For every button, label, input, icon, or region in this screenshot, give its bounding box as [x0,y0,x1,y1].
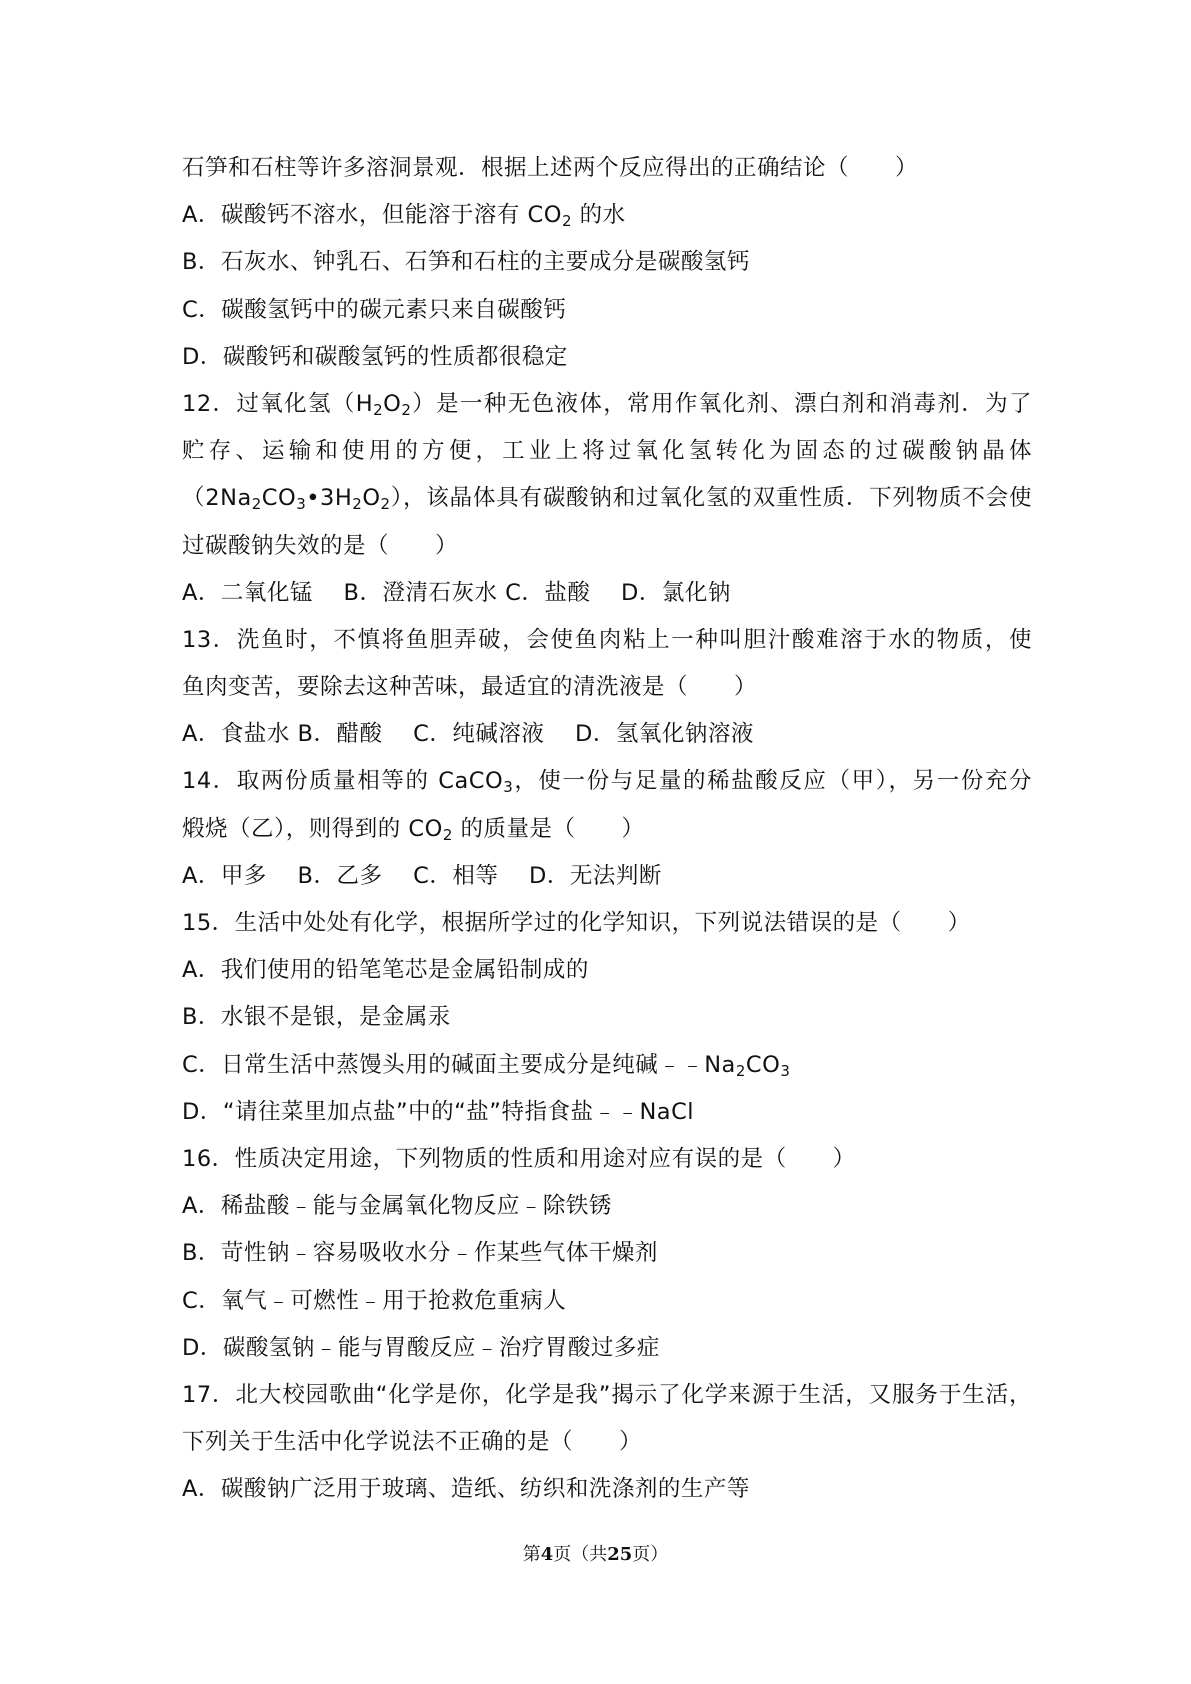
subscript: 2 [380,495,391,514]
text-segment: ）是一种无色液体，常用作氧化剂、漂白剂和消毒剂．为了 [411,390,1032,417]
text-segment: A．二氧化锰 B．澄清石灰水 C．盐酸 D．氯化钠 [182,579,731,606]
text-segment: 16．性质决定用途，下列物质的性质和用途对应有误的是（ ） [182,1145,856,1172]
text-line [182,1136,1032,1183]
text-segment: ），该晶体具有碳酸钠和过氧化氢的双重性质．下列物质不会使 [390,485,1032,512]
text-line [182,900,1032,947]
text-line [182,1419,1032,1466]
text-segment: C．氧气﹣可燃性﹣用于抢救危重病人 [182,1287,567,1314]
text-segment: 13．洗鱼时，不慎将鱼胆弄破，会使鱼肉粘上一种叫胆汁酸难溶于水的物质，使 [182,626,1032,653]
text-segment: B．石灰水、钟乳石、石笋和石柱的主要成分是碳酸氢钙 [182,249,750,276]
text-line [182,381,1032,428]
text-line [182,1466,1032,1513]
text-segment: 的水 [572,202,626,229]
text-segment: CO [745,1051,781,1078]
page-footer [0,1540,1191,1566]
text-segment: D．碳酸钙和碳酸氢钙的性质都很稳定 [182,343,568,370]
text-line [182,1325,1032,1372]
text-line [182,1278,1032,1325]
subscript: 3 [296,495,307,514]
footer-prefix: 第 [522,1544,541,1565]
footer-page-number: 4 [540,1544,554,1565]
text-segment: ，使一份与足量的稀盐酸反应（甲），另一份充分 [513,768,1032,795]
text-segment: 的质量是（ ） [452,815,645,842]
text-segment: •3H [306,485,353,512]
text-line [182,1089,1032,1136]
subscript: 2 [442,825,453,844]
text-segment: （2Na [182,485,252,512]
text-segment: CO [261,485,297,512]
text-segment: 煅烧（乙），则得到的 CO [182,815,443,842]
text-line [182,758,1032,805]
text-line [182,145,1032,192]
text-segment: 15．生活中处处有化学，根据所学过的化学知识，下列说法错误的是（ ） [182,910,971,936]
text-line [182,711,1032,758]
text-segment: C．碳酸氢钙中的碳元素只来自碳酸钙 [182,296,567,323]
text-segment: A．甲多 B．乙多 C．相等 D．无法判断 [182,862,662,889]
question-text-body [182,145,1032,1513]
subscript: 2 [561,212,573,231]
text-segment: 鱼肉变苦，要除去这种苦味，最适宜的清洗液是（ ） [182,674,758,701]
text-line [182,617,1032,664]
text-line [182,994,1032,1041]
text-segment: B．水银不是银，是金属汞 [182,1004,451,1031]
text-segment: 石笋和石柱等许多溶洞景观．根据上述两个反应得出的正确结论（ ） [182,155,919,181]
text-line [182,947,1032,994]
footer-total-pages: 25 [607,1544,633,1565]
text-line [182,1042,1032,1089]
text-segment: O [383,390,402,417]
text-segment: C．日常生活中蒸馒头用的碱面主要成分是纯碱﹣﹣Na [182,1051,736,1078]
text-line [182,853,1032,900]
text-segment: 贮存、运输和使用的方便，工业上将过氧化氢转化为固态的过碳酸钠晶体 [182,438,1032,465]
text-segment: 17．北大校园歌曲“化学是你，化学是我”揭示了化学来源于生活，又服务于生活， [182,1381,1032,1408]
text-segment: A．碳酸钠广泛用于玻璃、造纸、纺织和洗涤剂的生产等 [182,1476,750,1503]
text-line [182,1372,1032,1419]
subscript: 2 [735,1061,746,1080]
text-line [182,334,1032,381]
text-line [182,1230,1032,1277]
subscript: 2 [352,495,363,514]
text-line [182,806,1032,853]
subscript: 3 [780,1061,791,1080]
text-segment: 12．过氧化氢（H [182,390,374,417]
text-line [182,523,1032,570]
text-line [182,287,1032,334]
text-segment: 14．取两份质量相等的 CaCO [182,768,504,795]
subscript: 2 [251,495,262,514]
text-segment: D．“请往菜里加点盐”中的“盐”特指食盐﹣﹣NaCl [182,1098,695,1125]
text-line [182,475,1032,522]
text-segment: A．我们使用的铅笔笔芯是金属铅制成的 [182,957,589,984]
text-line [182,192,1032,239]
text-segment: B．苛性钠﹣容易吸收水分﹣作某些气体干燥剂 [182,1240,658,1267]
text-segment: A．稀盐酸﹣能与金属氧化物反应﹣除铁锈 [182,1193,612,1220]
text-line [182,570,1032,617]
subscript: 2 [401,400,412,419]
subscript: 2 [373,400,384,419]
text-segment: A．食盐水 B．醋酸 C．纯碱溶液 D．氢氧化钠溶液 [182,721,754,748]
text-line [182,1183,1032,1230]
text-line [182,239,1032,286]
footer-suffix: 页） [632,1544,669,1565]
text-segment: A．碳酸钙不溶水，但能溶于溶有 CO [182,202,562,229]
text-segment: 下列关于生活中化学说法不正确的是（ ） [182,1429,643,1456]
subscript: 3 [503,778,514,797]
text-segment: 过碳酸钠失效的是（ ） [182,532,459,559]
text-line [182,664,1032,711]
footer-middle: 页（共 [553,1544,608,1565]
text-segment: D．碳酸氢钠﹣能与胃酸反应﹣治疗胃酸过多症 [182,1334,660,1361]
text-line [182,428,1032,475]
text-segment: O [362,485,381,512]
